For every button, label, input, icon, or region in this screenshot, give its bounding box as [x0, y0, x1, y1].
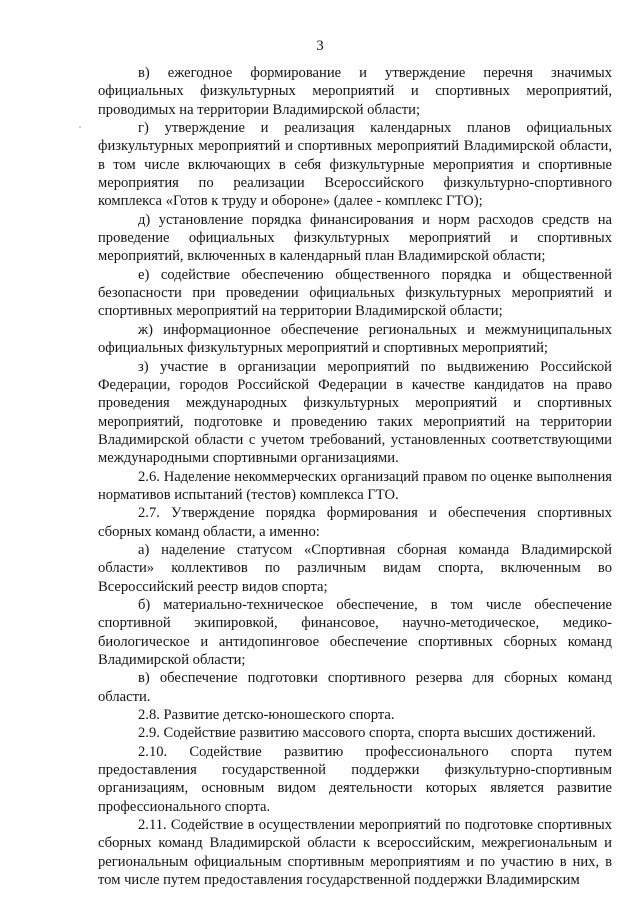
paragraph-v-annual-list: в) ежегодное формирование и утверждение перечня значимых официальных физкультурных мероприятий и спортивных мероприятий, проводимых на территории Владимирской области; — [98, 65, 612, 118]
paragraph-d-financing: д) установление порядка финансирования и норм расходов средств на проведение официальных физкультурных мероприятий и спортивных мероприятий, включенных в календарный план Владимирской области; — [98, 211, 612, 265]
paragraph-g-calendar-plans: г) утверждение и реализация календарных планов официальных физкультурных мероприятий и спортивных мероприятий Владимирской области, в том числе включающих в себя физкультурные мероприятия и спортивные мероприятия по реализации Всероссийского физкультурно-спортивного комплекса «Готов к труду и обороне» (далее - комплекс ГТО); — [98, 120, 612, 210]
page-number: 3 — [316, 38, 324, 54]
paragraph-2-6: 2.6. Наделение некоммерческих организаций правом по оценке выполнения нормативов испытаний (тестов) комплекса ГТО. — [98, 468, 612, 503]
document-body — [98, 64, 612, 889]
paragraph-2-7: 2.7. Утверждение порядка формирования и обеспечения спортивных сборных команд области, а именно: — [98, 505, 612, 540]
paragraph-a-team-status: а) наделение статусом «Спортивная сборная команда Владимирской области» коллективов по различным видам спорта, включенным во Всероссийский реестр видов спорта; — [98, 541, 612, 595]
paragraph-zh-information: ж) информационное обеспечение региональных и межмуниципальных официальных физкультурных мероприятий и спортивных мероприятий; — [98, 321, 612, 357]
paragraph-2-8: 2.8. Развитие детско-юношеского спорта. — [138, 707, 395, 724]
paragraph-2-11: 2.11. Содействие в осуществлении мероприятий по подготовке спортивных сборных команд Владимирской области к всероссийским, межрегиональным и региональным официальным спортивным мероприятиям и по участию в них, в том числе путем предоставления государственной поддержки Владимирским — [98, 817, 612, 889]
paragraph-2-10: 2.10. Содействие развитию профессионального спорта путем предоставления государственной поддержки физкультурно-спортивным организациям, основным видом деятельности которых является развитие профессионального спорта. — [98, 743, 612, 815]
paragraph-b-material-support: б) материально-техническое обеспечение, в том числе обеспечение спортивной экипировкой, финансовое, научно-методическое, медико-биологическое и антидопинговое обеспечение спортивных сборных команд Владимирской области; — [98, 596, 612, 668]
paragraph-v-reserve: в) обеспечение подготовки спортивного резерва для сборных команд области. — [98, 670, 612, 705]
paragraph-2-9: 2.9. Содействие развитию массового спорта, спорта высших достижений. — [138, 725, 596, 742]
scan-speck — [79, 126, 81, 128]
paragraph-z-international-events: з) участие в организации мероприятий по выдвижению Российской Федерации, городов Российской Федерации в качестве кандидатов на право проведения международных физкультурных мероприятий и спортивных мероприятий, подготовке и проведению таких мероприятий на территории Владимирской области с учетом требований, установленных соответствующими международными спортивными организациями. — [98, 358, 612, 467]
paragraph-e-public-order: е) содействие обеспечению общественного порядка и общественной безопасности при проведении официальных физкультурных мероприятий и спортивных мероприятий на территории Владимирской области; — [98, 266, 612, 320]
